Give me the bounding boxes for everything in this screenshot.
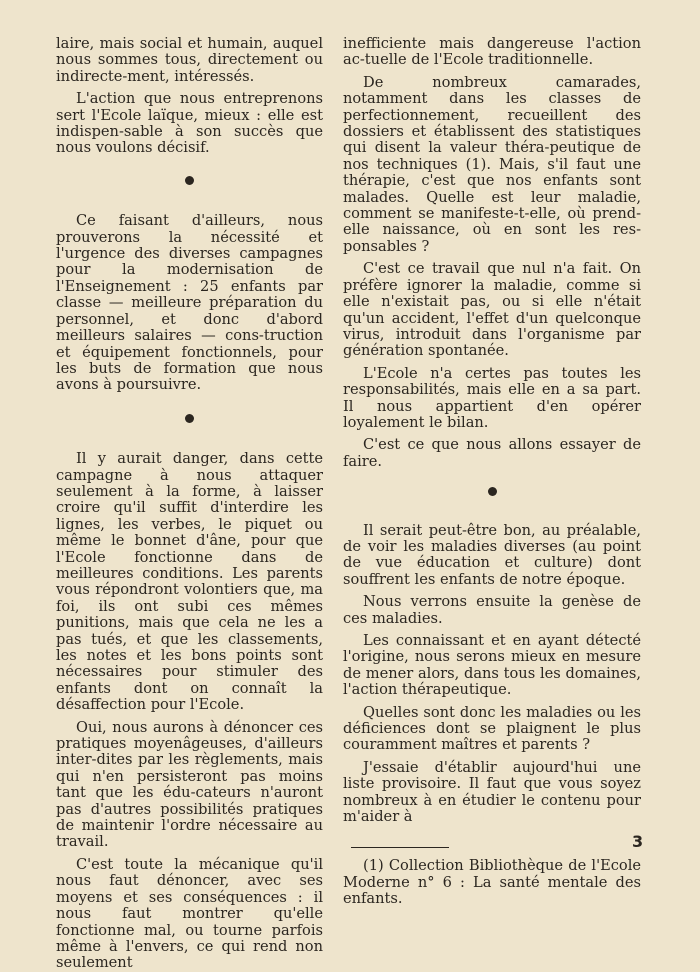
page-number: 3 [632, 832, 644, 851]
section-separator [56, 411, 323, 427]
paragraph: C'est ce que nous allons essayer de faire. [343, 436, 641, 470]
paragraph: laire, mais social et humain, auquel nous sommes tous, directement ou indirecte-ment, intéressés. [56, 35, 323, 85]
paragraph: Quelles sont donc les maladies ou les déficiences dont se plaignent le plus couramment maîtres et parents ? [343, 703, 641, 754]
section-separator [56, 173, 323, 189]
paragraph: Oui, nous aurons à dénoncer ces pratiques moyenâgeuses, d'ailleurs inter-dites par les règlements, mais qui n'en persisteront pas moins tant que les édu-cateurs n'auront pas d'autres possibilités pratiques de maintenir l'ordre nécessaire au travail. [56, 718, 323, 851]
paragraph: J'essaie d'établir aujourd'hui une liste provisoire. Il faut que vous soyez nombreux à en étudier le contenu pour m'aider à [343, 758, 641, 826]
paragraph: Il y aurait danger, dans cette campagne à nous attaquer seulement à la forme, à laisser croire qu'il suffit d'interdire les lignes, les verbes, le piquet ou même le bonnet d'âne, pour que l'Ecole fonctionne dans de meilleures conditions. Les parents vous répondront volontiers que, ma foi, ils ont subi ces mêmes punitions, mais que cela ne les a pas tués, et que les classements, les notes et les bons points sont nécessaires pour stimuler des enfants dont on connaît la désaffection pour l'Ecole. [56, 450, 323, 714]
paragraph: Il serait peut-être bon, au préalable, de voir les maladies diverses (au point de vue éducation et culture) dont souffrent les enfants de notre époque. [343, 521, 641, 588]
bullet-icon [488, 487, 497, 496]
bullet-icon [185, 414, 194, 423]
paragraph: inefficiente mais dangereuse l'action ac-tuelle de l'Ecole traditionnelle. [343, 35, 641, 69]
paragraph: De nombreux camarades, notamment dans les classes de perfectionnement, recueillent des dossiers et établissent des statistiques qui disent la valeur théra-peutique de nos techniques (1). Mais, s'il faut une thérapie, c'est que nos enfants sont malades. Quelle est leur maladie, comment se manifeste-t-elle, où prend-elle naissance, où en sont les res-ponsables ? [343, 73, 641, 255]
paragraph: Nous verrons ensuite la genèse de ces maladies. [343, 593, 641, 627]
bullet-icon [185, 176, 194, 185]
footnote: (1) Collection Bibliothèque de l'Ecole Moderne n° 6 : La santé mentale des enfants. [343, 857, 641, 908]
paragraph: L'action que nous entreprenons sert l'Ecole laïque, mieux : elle est indispen-sable à son succès que nous voulons décisif. [56, 90, 323, 157]
right-column [343, 35, 644, 908]
left-column [56, 36, 323, 972]
paragraph: Les connaissant et en ayant détecté l'origine, nous serons mieux en mesure de mener alors, dans tous les domaines, l'action thérapeutique. [343, 632, 641, 699]
paragraph: Ce faisant d'ailleurs, nous prouverons la nécessité et l'urgence des diverses campagnes pour la modernisation de l'Enseignement : 25 enfants par classe — meilleure préparation du personnel, et donc d'abord meilleurs salaires — cons-truction et équipement fonctionnels, pour les buts de formation que nous avons à poursuivre. [56, 212, 323, 394]
paragraph: C'est ce travail que nul n'a fait. On préfère ignorer la maladie, comme si elle n'existait pas, ou si elle n'était qu'un accident, l'effet d'un quelconque virus, introduit dans l'organisme par génération spontanée. [343, 260, 641, 360]
paragraph: L'Ecole n'a certes pas toutes les responsabilités, mais elle en a sa part. Il nous appartient d'en opérer loyalement le bilan. [343, 364, 641, 431]
paragraph: C'est toute la mécanique qu'il nous faut dénoncer, avec ses moyens et ses conséquences : il nous faut montrer qu'elle fonctionne mal, ou tourne parfois même à l'envers, ce qui rend non seulement [56, 855, 323, 972]
section-separator [343, 484, 641, 500]
